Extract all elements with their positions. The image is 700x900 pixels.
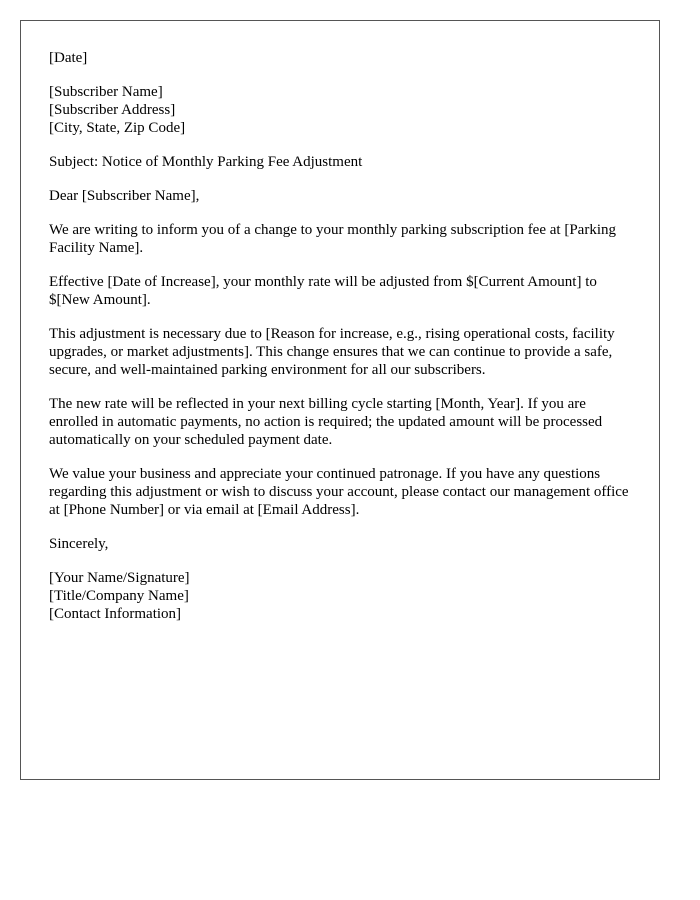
recipient-city-state-zip: [City, State, Zip Code] [49, 120, 186, 136]
signature-title-company: [Title/Company Name] [49, 588, 189, 604]
letter-page [20, 20, 660, 780]
paragraph-reason: This adjustment is necessary due to [Reason for increase, e.g., rising operational costs, facility upgrades, or market adjustments]. This change ensures that we can continue to provide a safe, secure, and well-maintained parking environment for all our subscribers. [49, 326, 615, 378]
letter-date: [Date] [49, 50, 88, 66]
signature-name: [Your Name/Signature] [49, 570, 190, 586]
paragraph-contact: We value your business and appreciate your continued patronage. If you have any questions regarding this adjustment or wish to discuss your account, please contact our management office at [Phone Number] or via email at [Email Address]. [49, 466, 629, 518]
paragraph-billing: The new rate will be reflected in your next billing cycle starting [Month, Year]. If you are enrolled in automatic payments, no action is required; the updated amount will be processed automatically on your scheduled payment date. [49, 396, 603, 448]
recipient-block [49, 83, 629, 137]
signature-block [49, 569, 629, 623]
letter-closing: Sincerely, [49, 536, 109, 552]
letter-body [49, 49, 629, 639]
recipient-address: [Subscriber Address] [49, 102, 176, 118]
letter-salutation: Dear [Subscriber Name], [49, 188, 200, 204]
letter-subject: Subject: Notice of Monthly Parking Fee Adjustment [49, 154, 363, 170]
paragraph-intro: We are writing to inform you of a change to your monthly parking subscription fee at [Parking Facility Name]. [49, 222, 616, 256]
signature-contact: [Contact Information] [49, 606, 182, 622]
paragraph-effective-date: Effective [Date of Increase], your monthly rate will be adjusted from $[Current Amount] to $[New Amount]. [49, 274, 597, 308]
recipient-name: [Subscriber Name] [49, 84, 163, 100]
